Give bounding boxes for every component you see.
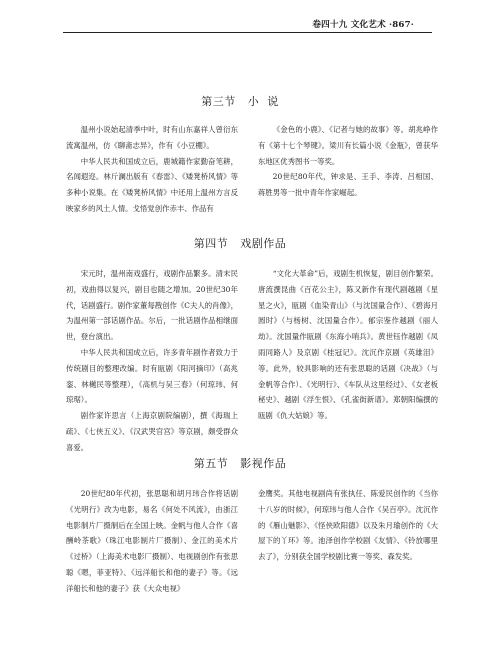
- running-header: [0, 0, 480, 34]
- paragraph: 20世纪80年代，钟求是、王手、李涛、吕相国、蒋胜男等一批中青年作家崛起。: [258, 172, 438, 198]
- paragraph: 金鹰奖。其他电视剧尚有张执任、陈爱民创作的《当你十八岁的时候》，何琼玮与他人合作《吴百亭》。沈沉作的《雁山魅影》、《怪侠欧阳德》以及朱月瑜创作的《大屋下的丫环》等。池泽创作学校剧《友情》、《铃放哪里去了》，分别获全国学校剧比赛一等奖、森发奖。: [258, 489, 438, 562]
- section-title-novels: 第三节 小 说: [201, 95, 279, 108]
- section-title-drama: 第四节 戏剧作品: [193, 237, 287, 250]
- paragraph: 剧作家许思言（上海京剧院编剧），撰《海瑞上疏》、《七侠五义》、《汉武哭官宫》等京剧，颇受群众喜爱。: [66, 411, 238, 452]
- paragraph: 温州小说始起清季中叶，时有山东嘉祥人曾衍东流寓温州，仿《聊斋志异》，作有《小豆棚》。: [66, 125, 238, 150]
- paragraph: “文化大革命”后，戏剧生机恢复，剧目创作繁荣。唐流撰昆曲《百花公主》，陈又新作有现代剧越剧《星星之火》，瓯剧《血染青山》（与沈国量合作）、《碧海月圆时》（与杨树、沈国量合作）。郁宗鉴作越剧《丽人劫》。沈国量作瓯剧《东海小哨兵》。黄世钰作越剧《凤雨同路人》及京剧《桂冠记》。沈沉作京剧《英雄泪》等。此外，较具影响的还有张思聪的话剧《决战》（与金帆等合作）、《光明行》、《车队从这里经过》、《女老板秘史》、越剧《浮生恨》、《孔雀街新谱》。郑朝阳编撰的瓯剧《仇大姑娘》等。: [258, 269, 438, 421]
- header-rule: [63, 32, 432, 33]
- paragraph: 中华人民共和国成立后，许多青年剧作者致力于传统剧目的整理改编。时有瓯剧《阳河摘印》（高兆銮、林樾民等整理），《高机与吴三春》（何琼玮、何琼琚）。: [66, 347, 238, 405]
- section-drama-left-column: [66, 266, 238, 456]
- paragraph: 宋元时，温州南戏盛行，戏剧作品繁多。清末民初，戏曲得以复兴，剧目也随之增加。20世纪30年代，话剧盛行。剧作家董每戡创作《C夫人的肖像》，为温州第一部话剧作品。尔后，一批话剧作品相继面世，登台演出。: [66, 269, 238, 342]
- paragraph: 20世纪80年代初，张思聪和胡月玮合作将话剧《光明行》改为电影，易名《何处不风流》，由浙江电影制片厂摄制后在全国上映。金帆与他人合作《喜酬岭茶歌》（珠江电影制片厂摄制）、金江的美术片《过桥》（上海美术电影厂摄制）、电视剧创作有张思聪《嗯，菲亚特》、《远洋船长和他的妻子》等。《远洋船长和他的妻子》获《大众电视》: [66, 489, 238, 593]
- section-novels-left-column: [66, 122, 238, 217]
- running-title: 卷四十九 文化艺术 ·867·: [312, 20, 414, 30]
- paragraph: 中华人民共和国成立后，鹿城籍作家勤奋笔耕，名闻遐迩。林斤澜出版有《春雷》、《矮凳桥风情》等多种小说集。在《矮凳桥风情》中还用上温州方言反映家乡的风土人情。戈悟觉创作赤丰、作品有: [66, 156, 238, 213]
- paragraph: 《金色的小鹿》、《记者与她的故事》等。胡兆峥作有《第十七个琴键》。梁川有长篇小说《金瓶》，曾获华东地区优秀图书一等奖。: [258, 125, 438, 166]
- section-title-film-tv: 第五节 影视作品: [193, 457, 287, 470]
- section-film-right-column: [258, 486, 438, 565]
- section-film-left-column: [66, 486, 238, 597]
- section-novels-right-column: [258, 122, 438, 201]
- section-drama-right-column: [258, 266, 438, 424]
